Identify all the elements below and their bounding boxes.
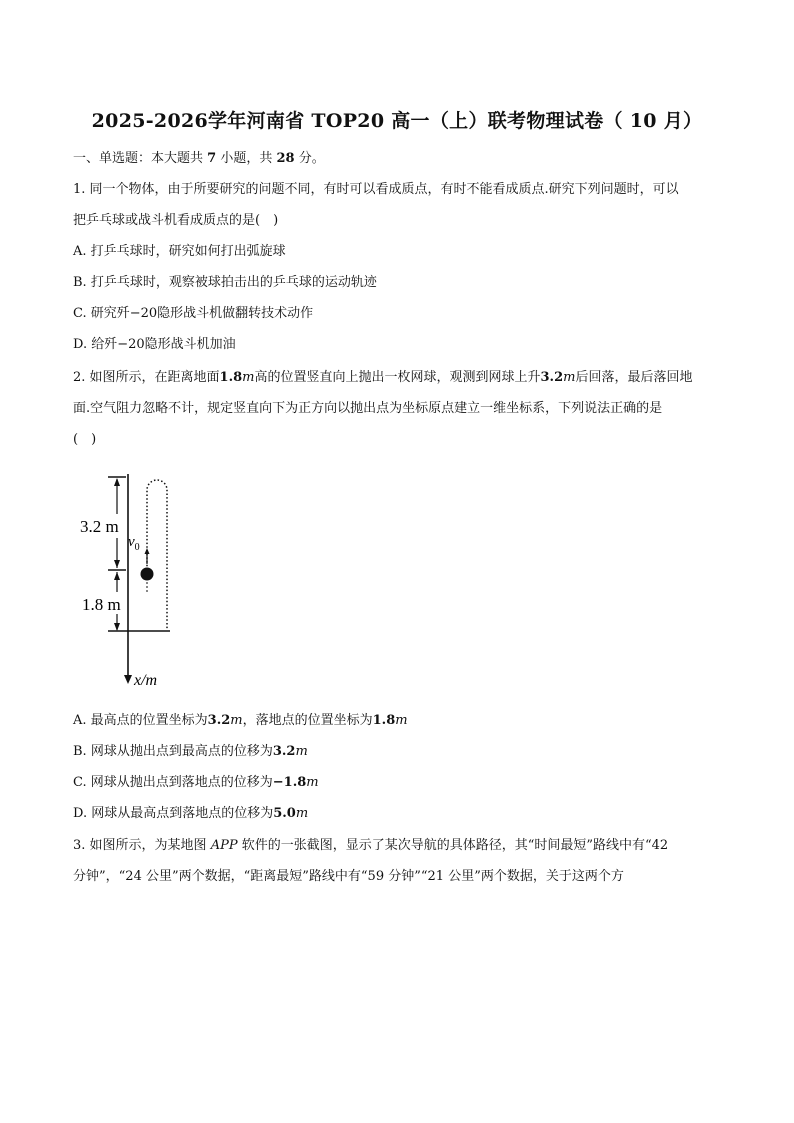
dim-32-arrow-down bbox=[114, 560, 120, 568]
q2-option-b: B. 网球从抛出点到最高点的位移为3.2m bbox=[73, 744, 308, 759]
x-axis-label: x/m bbox=[134, 672, 158, 689]
q2-figure bbox=[76, 474, 182, 694]
q3-stem-line2: 分钟”，“24 公里”两个数据，“距离最短”路线中有“59 分钟”“21 公里”两个数据，关于这两个方 bbox=[73, 869, 624, 884]
trajectory-path bbox=[147, 480, 167, 630]
dim-32-arrow-up bbox=[114, 478, 120, 486]
section-heading: 一、单选题：本大题共 7 小题，共 28 分。 bbox=[73, 151, 325, 166]
q2-stem-line3: ( ) bbox=[73, 432, 97, 447]
dim-18-label: 1.8 m bbox=[82, 595, 121, 614]
v0-arrow-head bbox=[145, 548, 150, 554]
q1-option-b: B. 打乒乓球时，观察被球拍击出的乒乓球的运动轨迹 bbox=[73, 275, 377, 290]
q1-option-c: C. 研究歼−20隐形战斗机做翻转技术动作 bbox=[73, 306, 314, 321]
q3-stem-line1: 3. 如图所示，为某地图 APP 软件的一张截图，显示了某次导航的具体路径，其“时间最短”路线中有“42 bbox=[73, 838, 669, 853]
q1-stem-line1: 1. 同一个物体，由于所要研究的问题不同，有时可以看成质点，有时不能看成质点.研究下列问题时，可以 bbox=[73, 182, 679, 197]
q2-option-d: D. 网球从最高点到落地点的位移为5.0m bbox=[73, 806, 309, 821]
q2-stem-line2: 面.空气阻力忽略不计，规定竖直向下为正方向以抛出点为坐标原点建立一维坐标系，下列说法正确的是 bbox=[73, 401, 663, 416]
q2-option-a: A. 最高点的位置坐标为3.2m，落地点的位置坐标为1.8m bbox=[73, 713, 408, 728]
x-axis-arrow bbox=[124, 675, 132, 684]
dim-18-arrow-up bbox=[114, 572, 120, 580]
q2-stem-line1: 2. 如图所示，在距离地面1.8m高的位置竖直向上抛出一枚网球，观测到网球上升3.2m后回落，最后落回地 bbox=[73, 370, 693, 385]
dim-18-arrow-down bbox=[114, 623, 120, 631]
q1-option-a: A. 打乒乓球时，研究如何打出弧旋球 bbox=[73, 244, 286, 259]
page-title: 2025-2026学年河南省 TOP20 高一（上）联考物理试卷（ 10 月） bbox=[91, 110, 703, 132]
q1-stem-line2: 把乒乓球或战斗机看成质点的是( ) bbox=[73, 213, 279, 228]
tennis-ball bbox=[141, 568, 154, 581]
q2-option-c: C. 网球从抛出点到落地点的位移为−1.8m bbox=[73, 775, 319, 790]
dim-32-label: 3.2 m bbox=[80, 517, 119, 536]
v0-label: $v_0$ bbox=[128, 534, 140, 553]
q1-option-d: D. 给歼−20隐形战斗机加油 bbox=[73, 337, 236, 352]
